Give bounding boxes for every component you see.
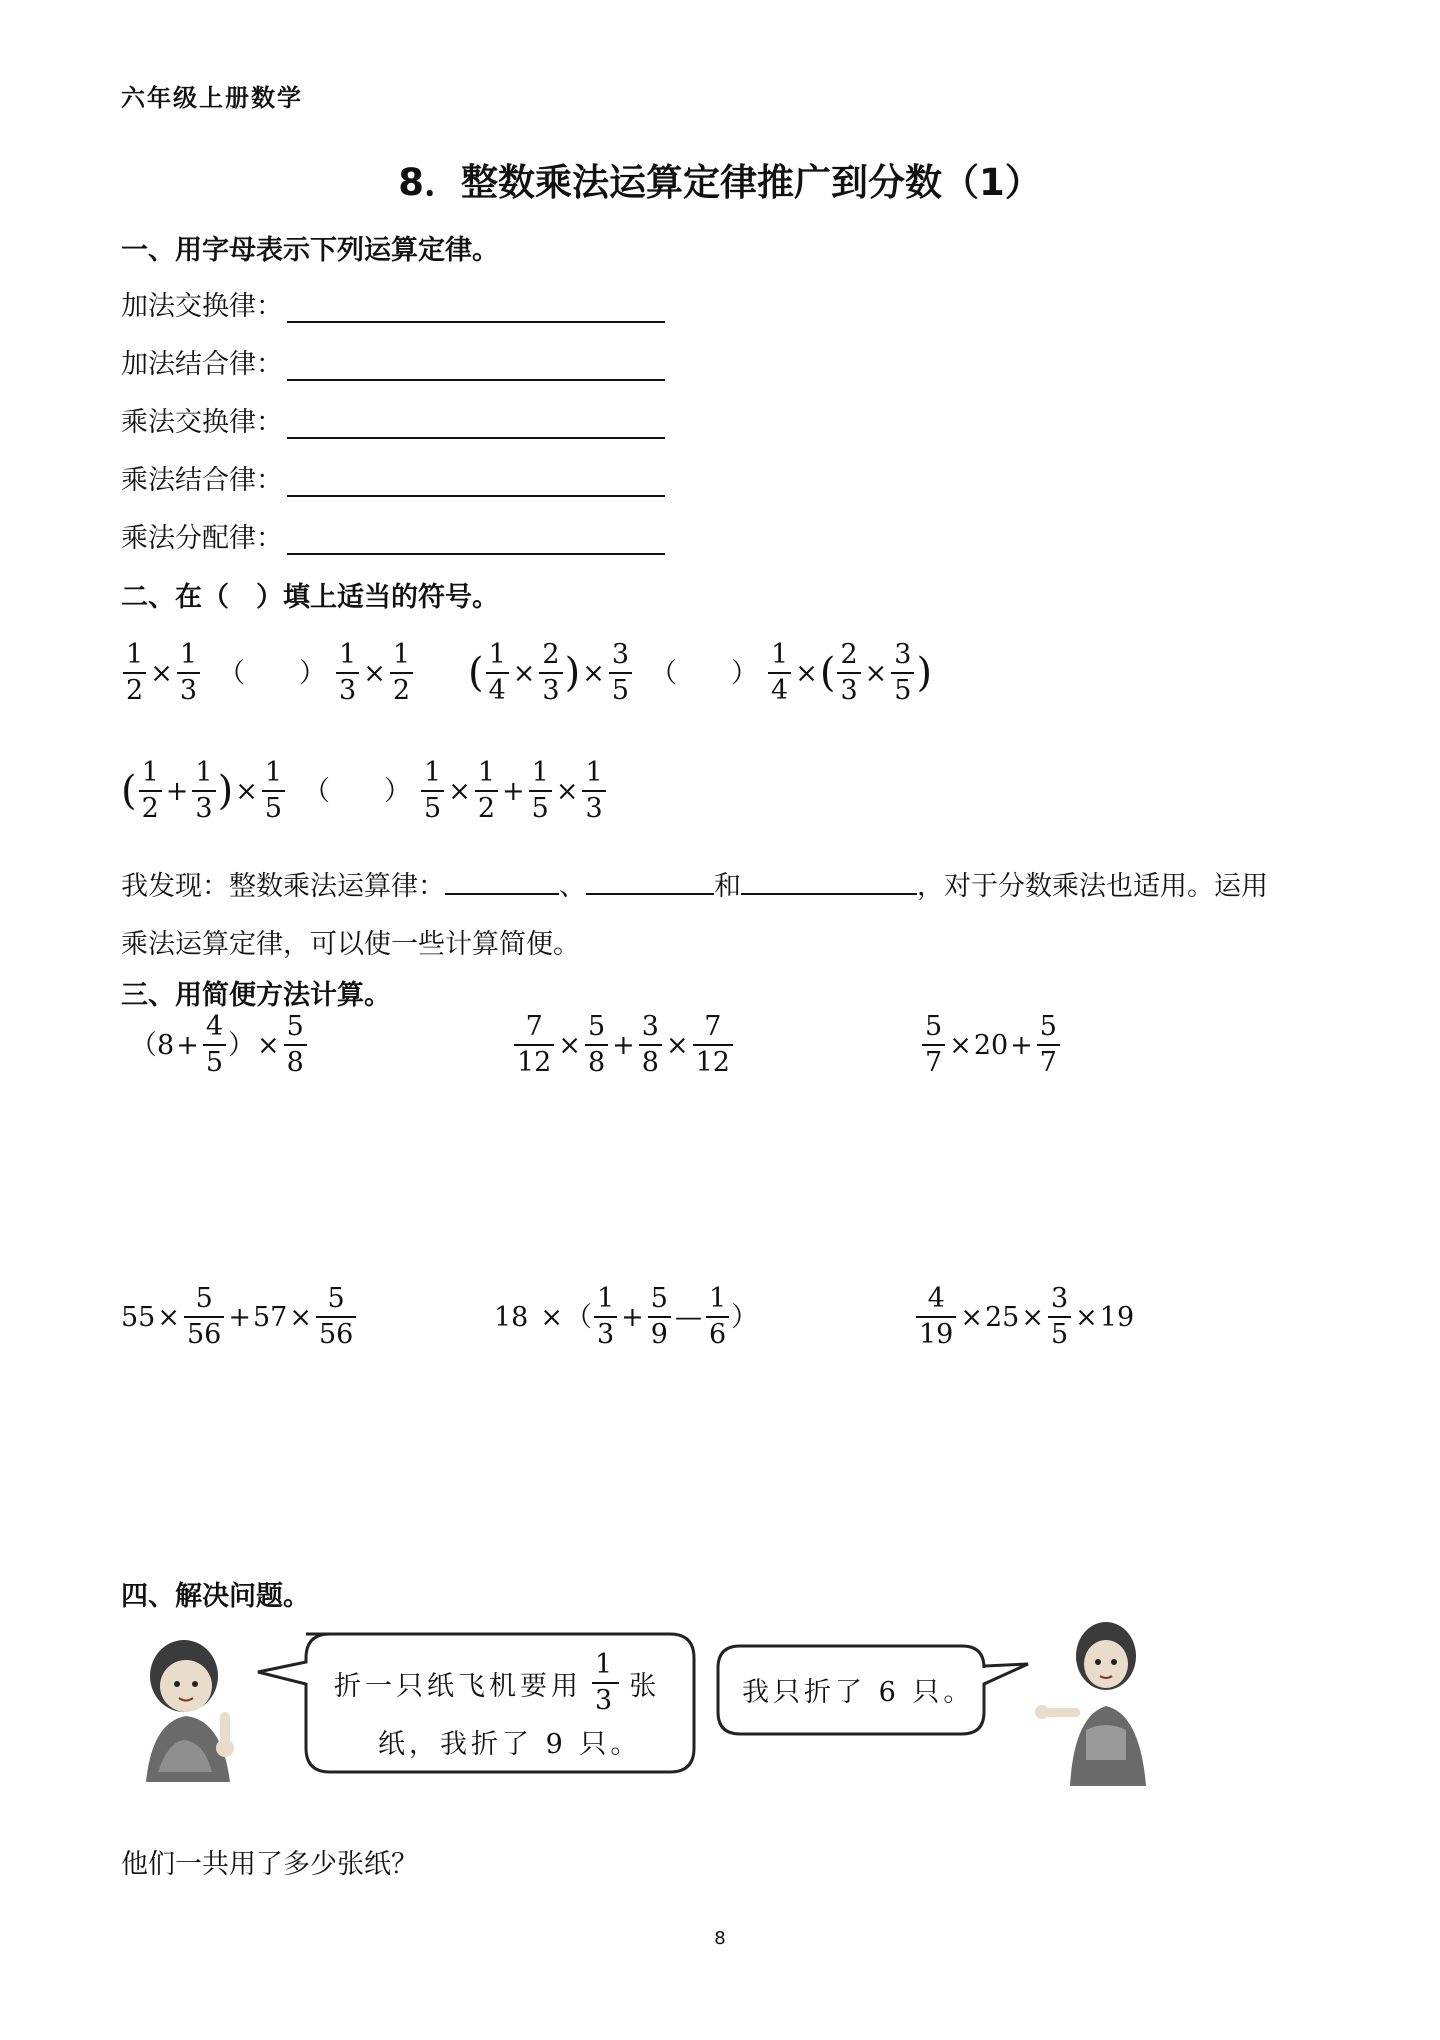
fraction: $\frac{1}{3}$ — [592, 1650, 619, 1716]
question-text: 他们一共用了多少张纸？ — [121, 1849, 418, 1880]
fraction: $\frac{7}{12}$ — [693, 1012, 733, 1078]
fraction: $\frac{1}{2}$ — [475, 758, 498, 824]
fraction: $\frac{1}{3}$ — [177, 640, 200, 706]
law-label: 乘法交换律： — [121, 407, 283, 438]
answer-blank[interactable] — [287, 295, 665, 323]
law-row-mul-commutative — [121, 400, 665, 439]
fraction: $\frac{1}{3}$ — [336, 640, 359, 706]
discover-blank-1[interactable] — [445, 869, 559, 895]
compare-blank-1[interactable]: （ ） — [218, 657, 326, 689]
fraction: $\frac{3}{5}$ — [891, 640, 914, 706]
fraction: $\frac{2}{3}$ — [539, 640, 562, 706]
calc-expression-6: $\frac{4}{19}$ × 25 × $\frac{3}{5}$ × 19 — [914, 1284, 1134, 1350]
fraction: $\frac{1}{5}$ — [262, 758, 285, 824]
left-bubble-line-1: 折一只纸飞机要用 $\frac{1}{3}$ 张 — [334, 1649, 661, 1716]
fraction: $\frac{5}{8}$ — [284, 1012, 307, 1078]
left-bubble-line-2: 纸，我折了 9 只。 — [378, 1729, 642, 1760]
grade-label: 六年级上册数学 — [121, 84, 303, 112]
fraction: $\frac{5}{9}$ — [648, 1284, 671, 1350]
answer-blank[interactable] — [287, 469, 665, 497]
compare-expression-3: ( $\frac{1}{2}$ + $\frac{1}{3}$ ) × $\frac{1}{5}$ （ ） $\frac{1}{5}$ × $\frac{1}{2}$ + $\frac{1}{5}$ × $\frac{1}{3}$ — [121, 758, 608, 824]
law-label: 加法交换律： — [121, 291, 283, 322]
compare-expression-1: $\frac{1}{2}$ × $\frac{1}{3}$ （ ） $\frac{1}{3}$ × $\frac{1}{2}$ — [121, 640, 415, 706]
fraction: $\frac{1}{3}$ — [582, 758, 605, 824]
fraction: $\frac{5}{56}$ — [184, 1284, 224, 1350]
fraction: $\frac{1}{5}$ — [421, 758, 444, 824]
boy-illustration-icon — [122, 1632, 262, 1792]
fraction: $\frac{4}{19}$ — [916, 1284, 956, 1350]
section4-heading: 四、解决问题。 — [121, 1581, 310, 1612]
answer-blank[interactable] — [287, 411, 665, 439]
discover-line-1: 我发现：整数乘法运算律： 、 和 ，对于分数乘法也适用。运用 — [121, 871, 1268, 902]
fraction: $\frac{1}{2}$ — [139, 758, 162, 824]
fraction: $\frac{5}{7}$ — [922, 1012, 945, 1078]
girl-illustration-icon — [1030, 1610, 1170, 1790]
fraction: $\frac{7}{12}$ — [514, 1012, 554, 1078]
fraction: $\frac{3}{8}$ — [639, 1012, 662, 1078]
fraction: $\frac{1}{3}$ — [192, 758, 215, 824]
fraction: $\frac{4}{5}$ — [203, 1012, 226, 1078]
law-label: 加法结合律： — [121, 349, 283, 380]
fraction: $\frac{1}{3}$ — [594, 1284, 617, 1350]
calc-expression-3: $\frac{5}{7}$ × 20 + $\frac{5}{7}$ — [920, 1012, 1062, 1078]
fraction: $\frac{1}{6}$ — [706, 1284, 729, 1350]
compare-blank-2[interactable]: （ ） — [650, 657, 759, 689]
calc-expression-4: 55 × $\frac{5}{56}$ + 57 × $\frac{5}{56}$ — [121, 1284, 358, 1350]
law-label: 乘法结合律： — [121, 465, 283, 496]
fraction: $\frac{1}{5}$ — [529, 758, 552, 824]
law-row-add-associative — [121, 342, 665, 381]
right-bubble-text: 我只折了 6 只。 — [742, 1677, 975, 1708]
law-row-mul-distributive — [121, 516, 665, 555]
fraction: $\frac{1}{2}$ — [123, 640, 146, 706]
fraction: $\frac{1}{4}$ — [768, 640, 791, 706]
answer-blank[interactable] — [287, 527, 665, 555]
fraction: $\frac{2}{3}$ — [837, 640, 860, 706]
answer-blank[interactable] — [287, 353, 665, 381]
section3-heading: 三、用简便方法计算。 — [121, 980, 391, 1011]
fraction: $\frac{1}{4}$ — [486, 640, 509, 706]
compare-expression-2: ( $\frac{1}{4}$ × $\frac{2}{3}$ ) × $\frac{3}{5}$ （ ） $\frac{1}{4}$ × ( $\frac{2}{3}$ × $\frac{3}{5}$ ) — [468, 639, 933, 706]
discover-blank-2[interactable] — [586, 869, 714, 895]
law-row-mul-associative — [121, 458, 665, 497]
page-title: 8．整数乘法运算定律推广到分数（1） — [398, 161, 1042, 204]
section1-heading: 一、用字母表示下列运算定律。 — [121, 235, 499, 266]
law-label: 乘法分配律： — [121, 523, 283, 554]
fraction: $\frac{5}{56}$ — [316, 1284, 356, 1350]
fraction: $\frac{1}{2}$ — [390, 640, 413, 706]
compare-blank-3[interactable]: （ ） — [303, 775, 412, 807]
fraction: $\frac{3}{5}$ — [609, 640, 632, 706]
discover-line-2: 乘法运算定律，可以使一些计算简便。 — [121, 929, 580, 960]
fraction: $\frac{5}{7}$ — [1037, 1012, 1060, 1078]
law-row-add-commutative — [121, 284, 665, 323]
calc-expression-2: $\frac{7}{12}$ × $\frac{5}{8}$ + $\frac{3}{8}$ × $\frac{7}{12}$ — [512, 1012, 735, 1078]
section2-heading: 二、在（ ）填上适当的符号。 — [121, 582, 499, 613]
calc-expression-1: （ 8 + $\frac{4}{5}$ ） × $\frac{5}{8}$ — [130, 1012, 309, 1078]
fraction: $\frac{3}{5}$ — [1048, 1284, 1071, 1350]
discover-blank-3[interactable] — [741, 869, 917, 895]
page-number: 8 — [714, 1928, 726, 1949]
calc-expression-5: 18 × （ $\frac{1}{3}$ + $\frac{5}{9}$ — $\frac{1}{6}$ ） — [494, 1283, 759, 1350]
fraction: $\frac{5}{8}$ — [585, 1012, 608, 1078]
